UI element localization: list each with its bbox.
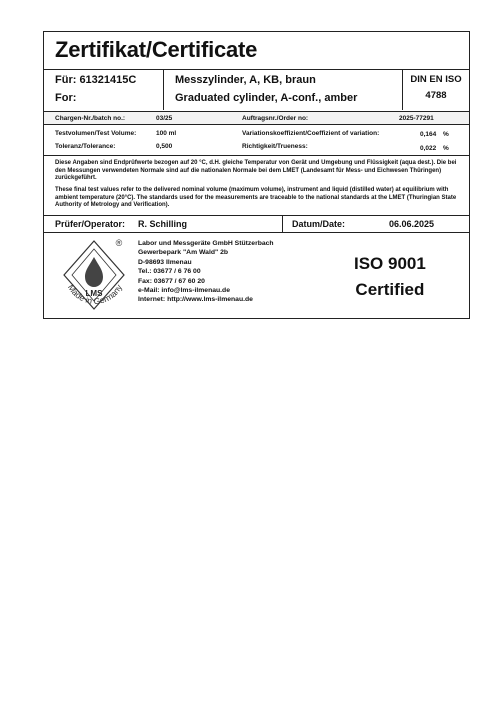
trueness-value: 0,022 [420, 145, 437, 152]
cv-value: 0,164 [420, 131, 437, 138]
tolerance-value: 0,500 [156, 143, 173, 150]
company-city: D-98693 Ilmenau [138, 258, 192, 266]
order-label: Auftragsnr./Order no: [242, 115, 309, 122]
batch-value: 03/25 [156, 115, 173, 122]
batch-row [44, 112, 469, 125]
iso-standard: ISO 9001 [354, 254, 426, 273]
company-name: Labor und Messgeräte GmbH Stützerbach [138, 240, 274, 247]
company-street: Gewerbepark "Am Wald" 2b [138, 249, 229, 257]
product-name-de: Messzylinder, A, KB, braun [175, 74, 316, 86]
standard-line2: 4788 [425, 90, 447, 101]
date-label: Datum/Date: [292, 219, 346, 229]
tolerance-label: Toleranz/Tolerance: [55, 143, 116, 150]
company-fax: Fax: 03677 / 67 60 20 [138, 277, 205, 285]
registered-mark: ® [115, 238, 123, 248]
logo-letters: LMS [85, 289, 103, 298]
cv-unit: % [443, 131, 449, 138]
operator-divider [282, 216, 283, 232]
company-tel: Tel.: 03677 / 6 76 00 [138, 268, 201, 276]
volume-label: Testvolumen/Test Volume: [55, 130, 137, 137]
operator-name: R. Schilling [138, 219, 188, 229]
operator-row [44, 216, 469, 233]
standard-line1: DIN EN ISO [410, 74, 462, 85]
operator-label: Prüfer/Operator: [55, 219, 126, 229]
title-row [44, 32, 469, 70]
company-address [138, 239, 274, 305]
trueness-unit: % [443, 145, 449, 152]
statement-de: Diese Angaben sind Endprüfwerte bezogen auf 20 °C, d.H. gleiche Temperatur von Gerät und Umgebung und Flüssigkeit (aqua dest.). Die bei den Messungen verwendeten Normale sind auf die nationalen Normale bei dem LMET (Landesamt für Mess- und Eichwesen Thüringen) zurückgeführt. [55, 160, 457, 182]
for-label-en: For: [55, 92, 77, 104]
logo-tagline: Made in Germany [65, 282, 124, 307]
product-name-en: Graduated cylinder, A-conf., amber [175, 92, 358, 104]
company-internet: Internet: http://www.lms-ilmenau.de [138, 296, 253, 304]
statement-row [44, 156, 469, 216]
batch-label: Chargen-Nr./batch no.: [55, 115, 126, 122]
trueness-label: Richtigkeit/Trueness: [242, 143, 308, 150]
iso-certified: Certified [355, 280, 425, 299]
iso-certification [354, 251, 426, 303]
company-row [44, 233, 469, 319]
customer-cell [44, 70, 164, 110]
certificate [43, 31, 470, 319]
certificate-title: Zertifikat/Certificate [55, 37, 258, 62]
for-label-de: Für: 61321415C [55, 74, 137, 86]
order-value: 2025-77291 [399, 115, 434, 122]
date-value: 06.06.2025 [389, 219, 435, 229]
product-row [44, 70, 469, 112]
measurement-row [44, 125, 469, 156]
lms-logo-icon [56, 235, 132, 315]
standard-cell [402, 70, 469, 110]
company-email: e-Mail: info@lms-ilmenau.de [138, 287, 230, 295]
statement-en: These final test values refer to the delivered nominal volume (maximum volume), instrument and liquid (distilled water) at equilibrium with ambient temperature (20°C). The standards used for the measurements are traceable to the national standards at the LMET (Thuringian State Authority of Metrology and Verification). [55, 187, 457, 209]
volume-value: 100 ml [156, 130, 177, 137]
cv-label: Variationskoeffizient/Coeffizient of variation: [242, 130, 380, 137]
